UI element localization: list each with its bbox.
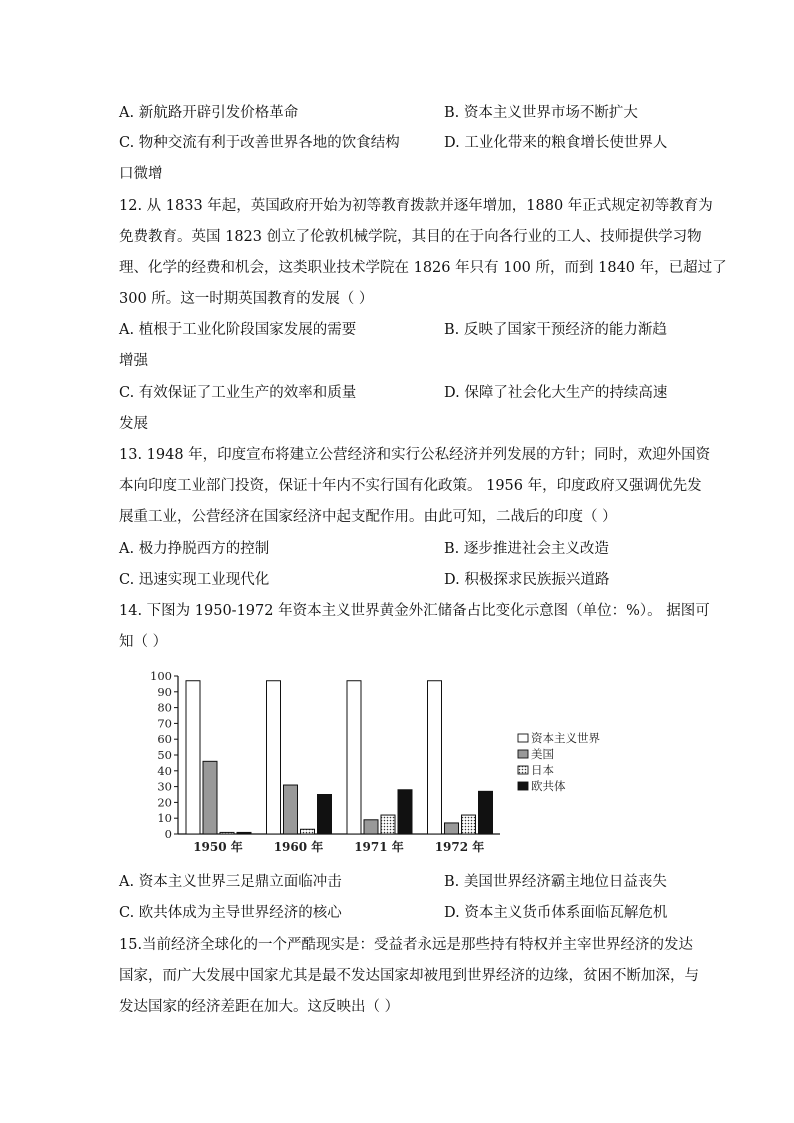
x-category-label: 1971 年: [354, 840, 404, 854]
q15-stem-line2: 国家，而广大发展中国家尤其是最不发达国家却被甩到世界经济的边缘，贫困不断加深，与: [119, 968, 699, 984]
y-tick-label: 50: [157, 748, 172, 762]
legend-swatch: [518, 782, 528, 790]
q12-stem-line4: 300 所。这一时期英国教育的发展（ ）: [119, 291, 374, 307]
x-category-label: 1972 年: [434, 840, 485, 854]
q12-stem-line3: 理、化学的经费和机会，这类职业技术学院在 1826 年只有 100 所，而到 1840 年，已超过了: [119, 260, 727, 276]
q14-stem-line1: 14. 下图为 1950-1972 年资本主义世界黄金外汇储备占比变化示意图（单位：%）。 据图可: [119, 603, 710, 619]
bar-2-2: [381, 815, 395, 834]
bar-0-2: [220, 832, 234, 834]
q14-stem-line2: 知（ ）: [119, 634, 168, 650]
q13-option-c: C. 迅速实现工业现代化: [119, 572, 270, 588]
q12-stem-line2: 免费教育。英国 1823 创立了伦敦机械学院，其目的在于向各行业的工人、技师提供学习物: [119, 229, 702, 245]
q12-option-b: B. 反映了国家干预经济的能力渐趋: [444, 322, 667, 338]
x-category-label: 1960 年: [273, 840, 324, 854]
bar-2-1: [364, 820, 378, 834]
bar-1-2: [301, 829, 315, 834]
q12-stem-line1: 12. 从 1833 年起，英国政府开始为初等教育拨款并逐年增加，1880 年正式规定初等教育为: [119, 198, 713, 214]
bar-0-3: [237, 832, 251, 834]
bar-2-0: [347, 681, 361, 834]
q13-option-d: D. 积极探求民族振兴道路: [444, 572, 610, 588]
legend-label: 美国: [531, 747, 554, 761]
bar-3-3: [479, 791, 493, 834]
legend-label: 日本: [531, 763, 554, 777]
bar-1-1: [284, 785, 298, 834]
legend-label: 欧共体: [531, 779, 566, 793]
x-category-label: 1950 年: [193, 840, 243, 854]
q14-option-c: C. 欧共体成为主导世界经济的核心: [119, 905, 342, 921]
y-tick-label: 80: [157, 700, 172, 715]
reserve-share-bar-chart: [140, 666, 660, 861]
legend-swatch: [518, 766, 528, 774]
q15-stem-line1: 15.当前经济全球化的一个严酷现实是：受益者永远是那些持有特权并主宰世界经济的发达: [119, 937, 694, 953]
bar-3-0: [428, 681, 442, 834]
q11-option-a: A. 新航路开辟引发价格革命: [119, 105, 299, 121]
q12-option-d-cont: 发展: [119, 416, 148, 432]
y-tick-label: 70: [157, 716, 172, 731]
y-tick-label: 40: [157, 763, 172, 778]
y-tick-label: 60: [157, 732, 172, 747]
q13-stem-line3: 展重工业，公营经济在国家经济中起支配作用。由此可知，二战后的印度（ ）: [119, 509, 617, 525]
legend-swatch: [518, 750, 528, 758]
q14-option-a: A. 资本主义世界三足鼎立面临冲击: [119, 874, 342, 890]
bar-1-0: [267, 681, 281, 834]
q11-option-d-cont: 口微增: [119, 166, 163, 182]
y-tick-label: 0: [164, 827, 172, 841]
bar-0-0: [186, 681, 200, 834]
q12-option-d: D. 保障了社会化大生产的持续高速: [444, 385, 668, 401]
y-tick-label: 100: [150, 669, 172, 683]
bar-3-1: [445, 823, 459, 834]
legend-swatch: [518, 734, 528, 742]
q13-stem-line2: 本向印度工业部门投资，保证十年内不实行国有化政策。 1956 年，印度政府又强调优先发: [119, 478, 702, 494]
q11-option-c: C. 物种交流有利于改善世界各地的饮食结构: [119, 135, 400, 151]
y-tick-label: 90: [157, 684, 172, 699]
y-tick-label: 20: [157, 795, 172, 810]
y-tick-label: 10: [157, 811, 172, 826]
y-tick-label: 30: [157, 779, 172, 794]
q11-option-b: B. 资本主义世界市场不断扩大: [444, 105, 638, 121]
legend-label: 资本主义世界: [531, 731, 600, 745]
q12-option-a: A. 植根于工业化阶段国家发展的需要: [119, 322, 357, 338]
q13-stem-line1: 13. 1948 年，印度宣布将建立公营经济和实行公私经济并列发展的方针；同时，欢迎外国资: [119, 447, 711, 463]
q13-option-a: A. 极力挣脱西方的控制: [119, 541, 270, 557]
q15-stem-line3: 发达国家的经济差距在加大。这反映出（ ）: [119, 999, 400, 1015]
bar-0-1: [203, 761, 217, 834]
bar-2-3: [398, 790, 412, 834]
q13-option-b: B. 逐步推进社会主义改造: [444, 541, 609, 557]
bar-3-2: [462, 815, 476, 834]
q12-option-c: C. 有效保证了工业生产的效率和质量: [119, 385, 357, 401]
q11-option-d: D. 工业化带来的粮食增长使世界人: [444, 135, 668, 151]
q14-option-b: B. 美国世界经济霸主地位日益丧失: [444, 874, 667, 890]
bar-1-3: [318, 795, 332, 835]
q14-option-d: D. 资本主义货币体系面临瓦解危机: [444, 905, 668, 921]
q12-option-b-cont: 增强: [119, 353, 148, 369]
